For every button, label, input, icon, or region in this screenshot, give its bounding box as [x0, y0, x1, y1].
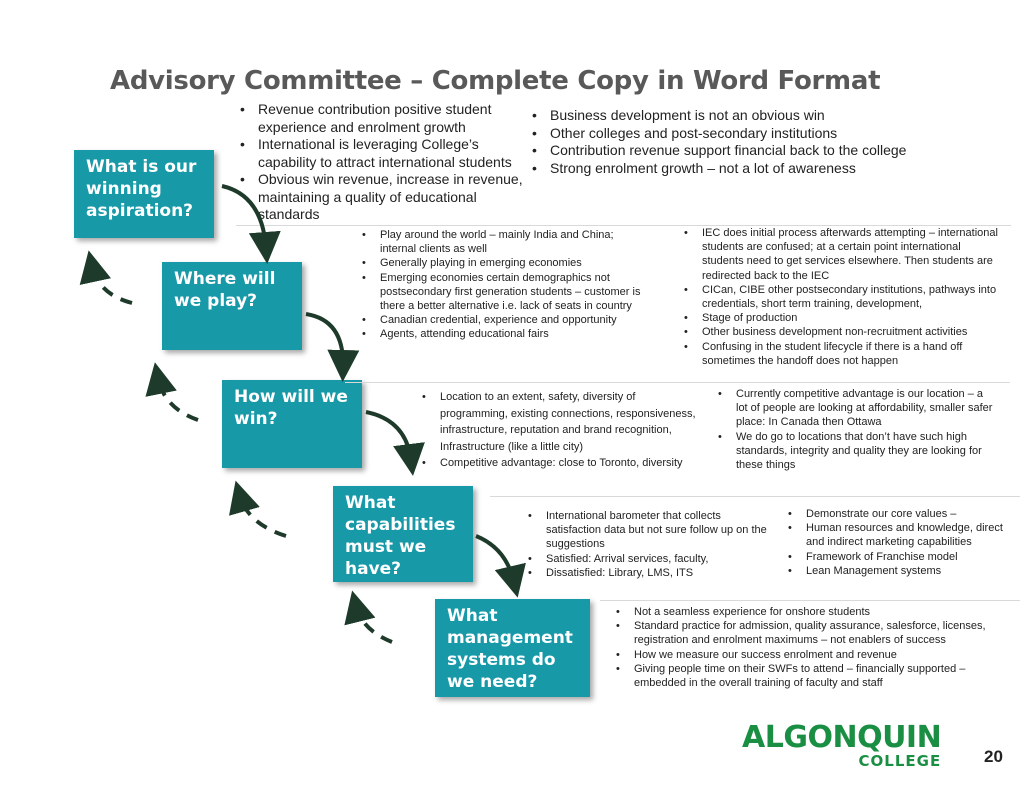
- list-item: • Strong enrolment growth – not a lot of awareness: [528, 160, 948, 178]
- list-item: • How we measure our success enrolment and revenue: [612, 648, 992, 662]
- list-item: • Business development is not an obvious win: [528, 107, 948, 125]
- page-number: 20: [984, 747, 1003, 766]
- list-item: • Generally playing in emerging economies: [358, 256, 642, 270]
- list-item: • International is leveraging College’s capability to attract international students: [236, 136, 526, 171]
- feedback-arrow: [356, 606, 392, 642]
- list-item: • Lean Management systems: [784, 564, 1022, 578]
- step-label: What management systems do we need?: [447, 606, 573, 692]
- list-item: • Canadian credential, experience and opportunity: [358, 313, 642, 327]
- page-title: Advisory Committee – Complete Copy in Word Format: [110, 66, 881, 96]
- list-item: • Other business development non-recruitment activities: [680, 325, 1004, 339]
- list-item: • Dissatisfied: Library, LMS, ITS: [524, 566, 774, 580]
- forward-arrow: [306, 314, 343, 366]
- list-item: • Play around the world – mainly India and China; internal clients as well: [358, 228, 642, 256]
- list-item: • Human resources and knowledge, direct and indirect marketing capabilities: [784, 521, 1022, 549]
- list-item: • Location to an extent, safety, diversity of programming, existing connections, responsiveness, infrastructure, reputation and brand recognition, Infrastructure (like a little city): [418, 389, 700, 455]
- list-item: • CICan, CIBE other postsecondary institutions, pathways into credentials, short term training, development,: [680, 283, 1004, 311]
- step-label: How will we win?: [234, 387, 348, 429]
- step-label: Where will we play?: [174, 269, 276, 311]
- feedback-arrow: [92, 266, 132, 303]
- list-item: • Confusing in the student lifecycle if there is a hand off sometimes the handoff does not happen: [680, 340, 1004, 368]
- list-item: • Framework of Franchise model: [784, 550, 1022, 564]
- list-item: • Other colleges and post-secondary institutions: [528, 125, 948, 143]
- list-item: • Not a seamless experience for onshore students: [612, 605, 992, 619]
- forward-arrow: [222, 186, 266, 248]
- list-item: • Obvious win revenue, increase in revenue, maintaining a quality of educational standards: [236, 171, 526, 224]
- list-item: • Satisfied: Arrival services, faculty,: [524, 552, 774, 566]
- list-item: • Competitive advantage: close to Toronto, diversity: [418, 455, 700, 472]
- list-item: • Contribution revenue support financial back to the college: [528, 142, 948, 160]
- list-item: • Currently competitive advantage is our location – a lot of people are looking at affordability, smaller safer place: In Canada then Ottawa: [714, 387, 994, 430]
- forward-arrow: [366, 412, 411, 460]
- list-item: • Revenue contribution positive student experience and enrolment growth: [236, 101, 526, 136]
- list-item: • Agents, attending educational fairs: [358, 327, 642, 341]
- list-item: • Emerging economies certain demographics not postsecondary first generation students – customer is there a better alternative i.e. lack of seats in country: [358, 271, 642, 314]
- feedback-arrow: [158, 378, 198, 420]
- list-item: • Giving people time on their SWFs to attend – financially supported – embedded in the overall training of faculty and staff: [612, 662, 992, 690]
- logo-subtitle: COLLEGE: [858, 752, 942, 770]
- list-item: • IEC does initial process afterwards attempting – international students are confused; at a certain point international students need to get services elsewhere. Then students are redirected back to the IEC: [680, 226, 1004, 283]
- feedback-arrow: [240, 496, 286, 536]
- step-label: What is our winning aspiration?: [86, 157, 197, 221]
- list-item: • Demonstrate our core values –: [784, 507, 1022, 521]
- list-item: • Stage of production: [680, 311, 1004, 325]
- list-item: • We do go to locations that don’t have such high standards, integrity and quality they are looking for these things: [714, 430, 994, 473]
- forward-arrow: [476, 536, 514, 582]
- logo-wordmark: ALGONQUIN: [742, 720, 942, 755]
- step-label: What capabilities must we have?: [345, 493, 456, 579]
- list-item: • Standard practice for admission, quality assurance, salesforce, licenses, registration and enrolment maximums – not enablers of success: [612, 619, 992, 647]
- list-item: • International barometer that collects satisfaction data but not sure follow up on the suggestions: [524, 509, 774, 552]
- college-logo: [742, 722, 941, 770]
